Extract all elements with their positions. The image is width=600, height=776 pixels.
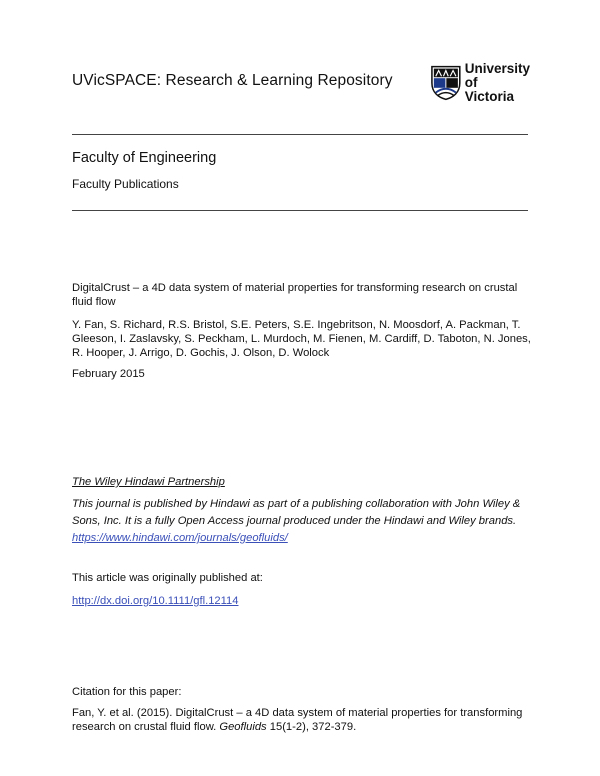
faculty-publications: Faculty Publications — [72, 177, 179, 191]
top-divider — [72, 134, 528, 135]
university-logo — [430, 61, 530, 104]
logo-wordmark — [465, 62, 530, 104]
partnership-text: This journal is published by Hindawi as part of a publishing collaboration with John Wiley & Sons, Inc. It is a fully Open Access journal produced under the Hindawi and Wiley brands. — [72, 498, 521, 527]
faculty-name: Faculty of Engineering — [72, 150, 217, 166]
citation-text-before: Fan, Y. et al. (2015). DigitalCrust – a 4D data system of material properties for transforming research on crustal fluid flow. — [72, 707, 523, 733]
partnership-heading: The Wiley Hindawi Partnership — [72, 476, 225, 488]
hindawi-journal-link[interactable]: https://www.hindawi.com/journals/geofluids/ — [72, 532, 288, 544]
article-title: DigitalCrust – a 4D data system of material properties for transforming research on crustal fluid flow — [72, 282, 518, 308]
repository-title: UVicSPACE: Research & Learning Repository — [72, 72, 393, 89]
logo-line-2: of Victoria — [464, 75, 514, 104]
doi-link[interactable]: http://dx.doi.org/10.1111/gfl.12114 — [72, 595, 239, 607]
original-publication-label: This article was originally published at: — [72, 572, 263, 584]
citation-journal: Geofluids — [219, 721, 267, 733]
citation-text-after: 15(1-2), 372-379. — [269, 721, 357, 733]
article-authors: Y. Fan, S. Richard, R.S. Bristol, S.E. Peters, S.E. Ingebritson, N. Moosdorf, A. Packman, T. Gleeson, I. Zaslavsky, S. Peckham, L. Murdoch, M. Fienen, M. Cardiff, D. Taboton, N. Jones, R. Hooper, J. Arrigo, D. Gochis, J. Olson, D. Wolock — [72, 319, 531, 359]
logo-line-1: University — [464, 61, 530, 76]
citation-text — [72, 706, 532, 734]
partnership-description — [72, 496, 532, 547]
citation-label: Citation for this paper: — [72, 686, 182, 698]
bottom-divider — [72, 210, 528, 211]
article-date: February 2015 — [72, 368, 145, 380]
university-crest-icon — [430, 65, 462, 101]
